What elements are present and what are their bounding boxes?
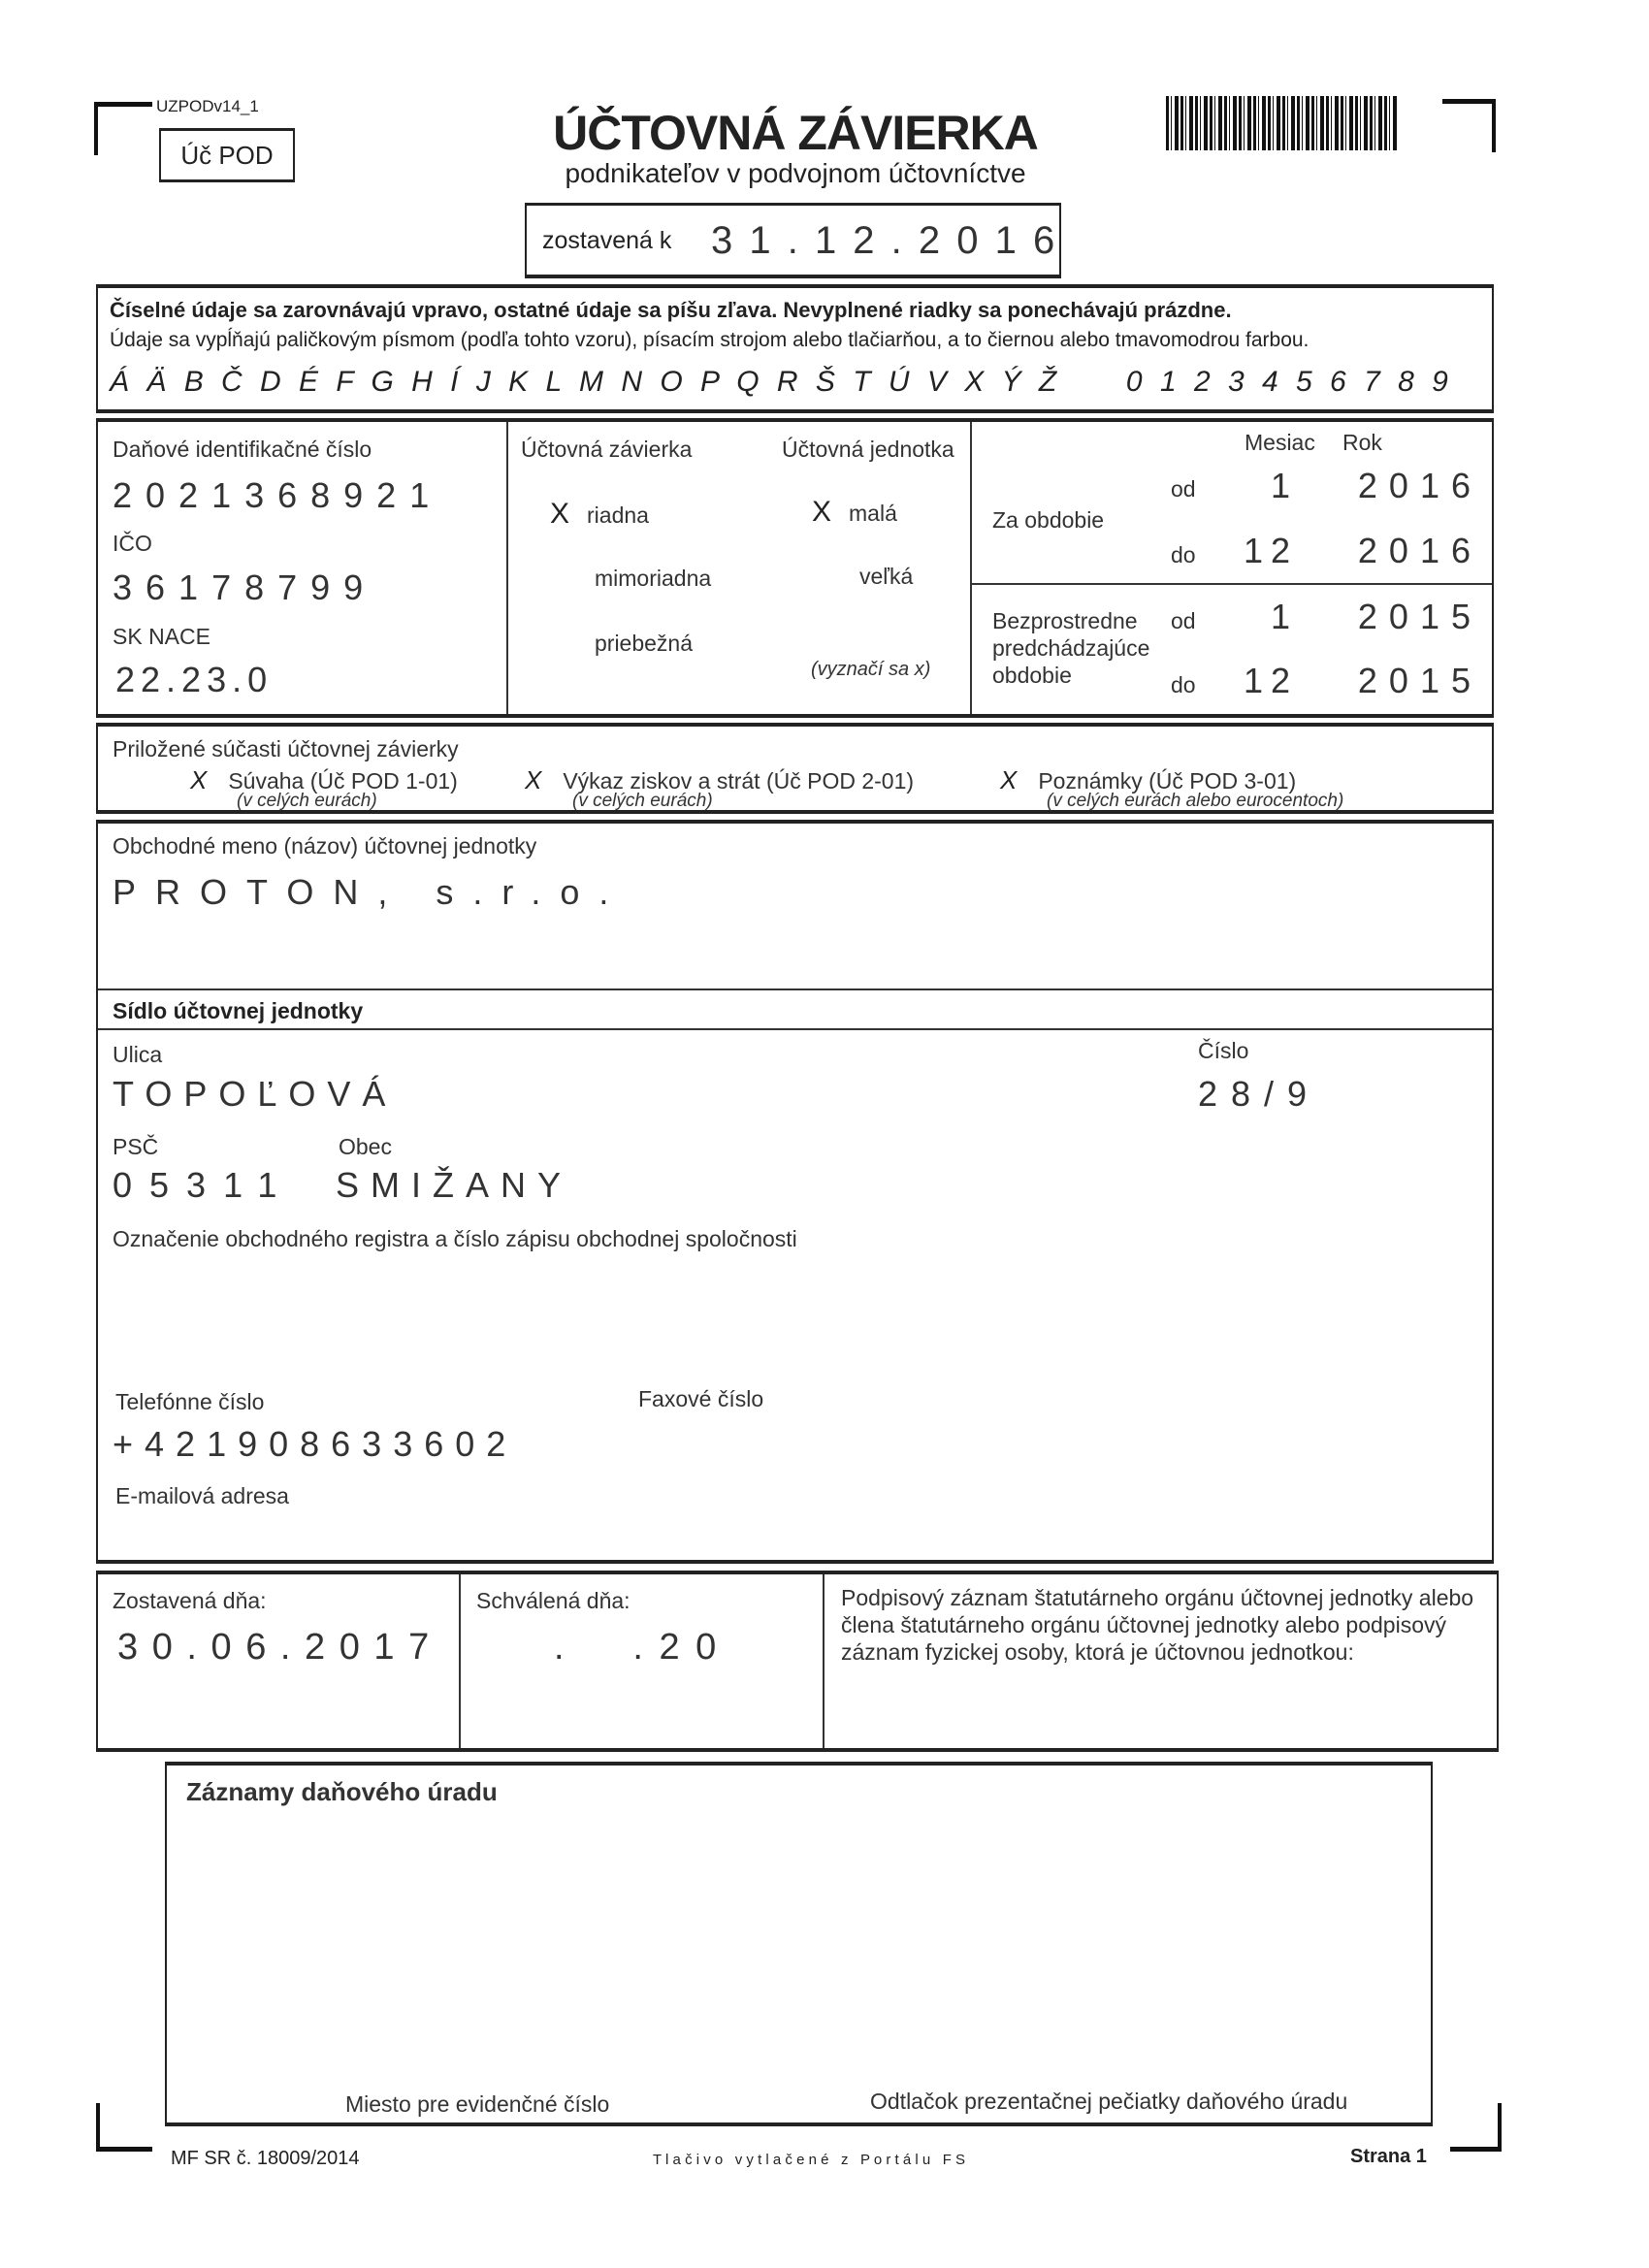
attachment-notes[interactable]: X Poznámky (Úč POD 3-01) <box>1000 765 1297 794</box>
corner-mark-bottom-left <box>96 2103 152 2152</box>
handwriting-sample: Á Ä B Č D É F G H Í J K L M N O P Q R Š T Ú V X Ý Ž 0 1 2 3 4 5 6 7 8 9 <box>110 366 1453 398</box>
month-label: Mesiac <box>1245 430 1315 455</box>
nace-value[interactable]: 22.23.0 <box>115 660 274 699</box>
form-code: UZPODv14_1 <box>156 97 259 115</box>
footer-decree: MF SR č. 18009/2014 <box>171 2148 360 2169</box>
prev-to-year[interactable]: 2015 <box>1357 661 1482 700</box>
name-value[interactable]: PROTON, s.r.o. <box>113 872 629 912</box>
statement-type-mimoriadna[interactable]: mimoriadna <box>595 566 712 591</box>
attachment-note: (v celých eurách alebo eurocentoch) <box>1047 791 1344 811</box>
statement-type-priebezna[interactable]: priebežná <box>595 631 694 656</box>
dic-value[interactable]: 2021368921 <box>113 475 443 515</box>
current-to-year[interactable]: 2016 <box>1357 531 1482 570</box>
entity-box <box>96 820 1494 1564</box>
compiled-on-label: Zostavená dňa: <box>113 1588 267 1613</box>
corner-mark-bottom-right <box>1450 2103 1502 2152</box>
footer-printed: T l a č i v o v y t l a č e n é z P o r t á l u F S <box>653 2152 966 2168</box>
tax-office-title: Záznamy daňového úradu <box>186 1777 498 1806</box>
ico-label: IČO <box>113 531 152 556</box>
phone-label: Telefónne číslo <box>115 1389 265 1414</box>
compiled-on-value[interactable]: 3 0 . 0 6 . 2 0 1 7 <box>117 1627 432 1668</box>
register-label: Označenie obchodného registra a číslo zápisu obchodnej spoločnosti <box>113 1226 797 1251</box>
mark-note: (vyznačí sa x) <box>811 659 931 680</box>
email-label: E-mailová adresa <box>115 1483 289 1508</box>
current-period-label: Za obdobie <box>992 507 1105 533</box>
zip-label: PSČ <box>113 1134 159 1159</box>
to-label: do <box>1171 672 1196 697</box>
from-label: od <box>1171 608 1196 633</box>
street-value[interactable]: TOPOĽOVÁ <box>113 1074 398 1114</box>
tax-office-box <box>165 1762 1433 2126</box>
attachments-label: Priložené súčasti účtovnej závierky <box>113 736 459 761</box>
approved-on-label: Schválená dňa: <box>476 1588 630 1613</box>
corner-mark-top-right <box>1442 99 1496 152</box>
from-label: od <box>1171 476 1196 502</box>
attachment-income-statement[interactable]: X Výkaz ziskov a strát (Úč POD 2-01) <box>525 765 915 794</box>
dic-label: Daňové identifikačné číslo <box>113 437 372 462</box>
dates-box <box>96 1571 1499 1752</box>
instructions-box <box>96 284 1494 413</box>
number-label: Číslo <box>1198 1038 1249 1063</box>
form-badge: Úč POD <box>159 128 295 182</box>
barcode <box>1166 96 1399 150</box>
statement-type-riadna[interactable]: X riadna <box>550 498 649 530</box>
attachments-box <box>96 723 1494 814</box>
city-label: Obec <box>339 1134 392 1159</box>
instructions-line-1: Číselné údaje sa zarovnávajú vpravo, ostatné údaje sa píšu zľava. Nevyplnené riadky sa ponechávajú prázdne. <box>110 298 1232 322</box>
prev-to-month[interactable]: 12 <box>1243 661 1298 700</box>
attachment-balance-sheet[interactable]: X Súvaha (Úč POD 1-01) <box>190 765 458 794</box>
evidence-number-label: Miesto pre evidenčné číslo <box>345 2091 610 2117</box>
attachment-note: (v celých eurách) <box>572 791 713 811</box>
prev-from-year[interactable]: 2015 <box>1357 597 1482 636</box>
checkbox-mark: X <box>812 496 832 528</box>
entity-size-velka[interactable]: veľká <box>859 564 914 589</box>
ico-value[interactable]: 36178799 <box>113 567 377 607</box>
street-label: Ulica <box>113 1042 163 1067</box>
prev-from-month[interactable]: 1 <box>1270 597 1298 636</box>
previous-period-label: Bezprostredne predchádzajúce obdobie <box>992 608 1150 688</box>
checkbox-mark: X <box>550 498 570 530</box>
name-label: Obchodné meno (názov) účtovnej jednotky <box>113 833 537 859</box>
compiled-date-label: zostavená k <box>542 227 672 254</box>
identification-box <box>96 418 1494 718</box>
page-subtitle: podnikateľov v podvojnom účtovníctve <box>565 158 1026 188</box>
statement-type-label: Účtovná závierka <box>521 437 693 462</box>
signature-label: Podpisový záznam štatutárneho orgánu účtovnej jednotky alebo člena štatutárneho orgánu účtovnej jednotky alebo podpisový záznam fyzickej osoby, ktorá je účtovnou jednotkou: <box>841 1585 1474 1665</box>
entity-size-mala[interactable]: X malá <box>812 496 897 528</box>
current-from-year[interactable]: 2016 <box>1357 466 1482 505</box>
footer-page: Strana 1 <box>1350 2146 1427 2167</box>
corner-mark-top-left <box>94 102 152 155</box>
compiled-date-box <box>525 203 1061 278</box>
zip-value[interactable]: 05311 <box>113 1165 295 1205</box>
page-title: ÚČTOVNÁ ZÁVIERKA <box>553 106 1038 160</box>
current-from-month[interactable]: 1 <box>1270 466 1298 505</box>
approved-on-value[interactable]: . . 2 0 <box>554 1627 720 1668</box>
phone-value[interactable]: +421908633602 <box>113 1424 518 1464</box>
year-label: Rok <box>1342 430 1382 455</box>
compiled-date-value: 3 1 . 1 2 . 2 0 1 6 <box>711 219 1058 262</box>
number-value[interactable]: 28/9 <box>1198 1074 1321 1114</box>
nace-label: SK NACE <box>113 624 210 649</box>
city-value[interactable]: SMIŽANY <box>336 1165 573 1205</box>
current-to-month[interactable]: 12 <box>1243 531 1298 570</box>
fax-label: Faxové číslo <box>638 1386 764 1411</box>
stamp-label: Odtlačok prezentačnej pečiatky daňového úradu <box>870 2089 1348 2114</box>
attachment-note: (v celých eurách) <box>237 791 377 811</box>
instructions-line-2: Údaje sa vypĺňajú paličkovým písmom (podľa tohto vzoru), písacím strojom alebo tlačiarňou, a to čiernou alebo tmavomodrou farbou. <box>110 329 1310 351</box>
to-label: do <box>1171 542 1196 567</box>
entity-size-label: Účtovná jednotka <box>782 437 954 462</box>
seat-label: Sídlo účtovnej jednotky <box>113 998 364 1023</box>
